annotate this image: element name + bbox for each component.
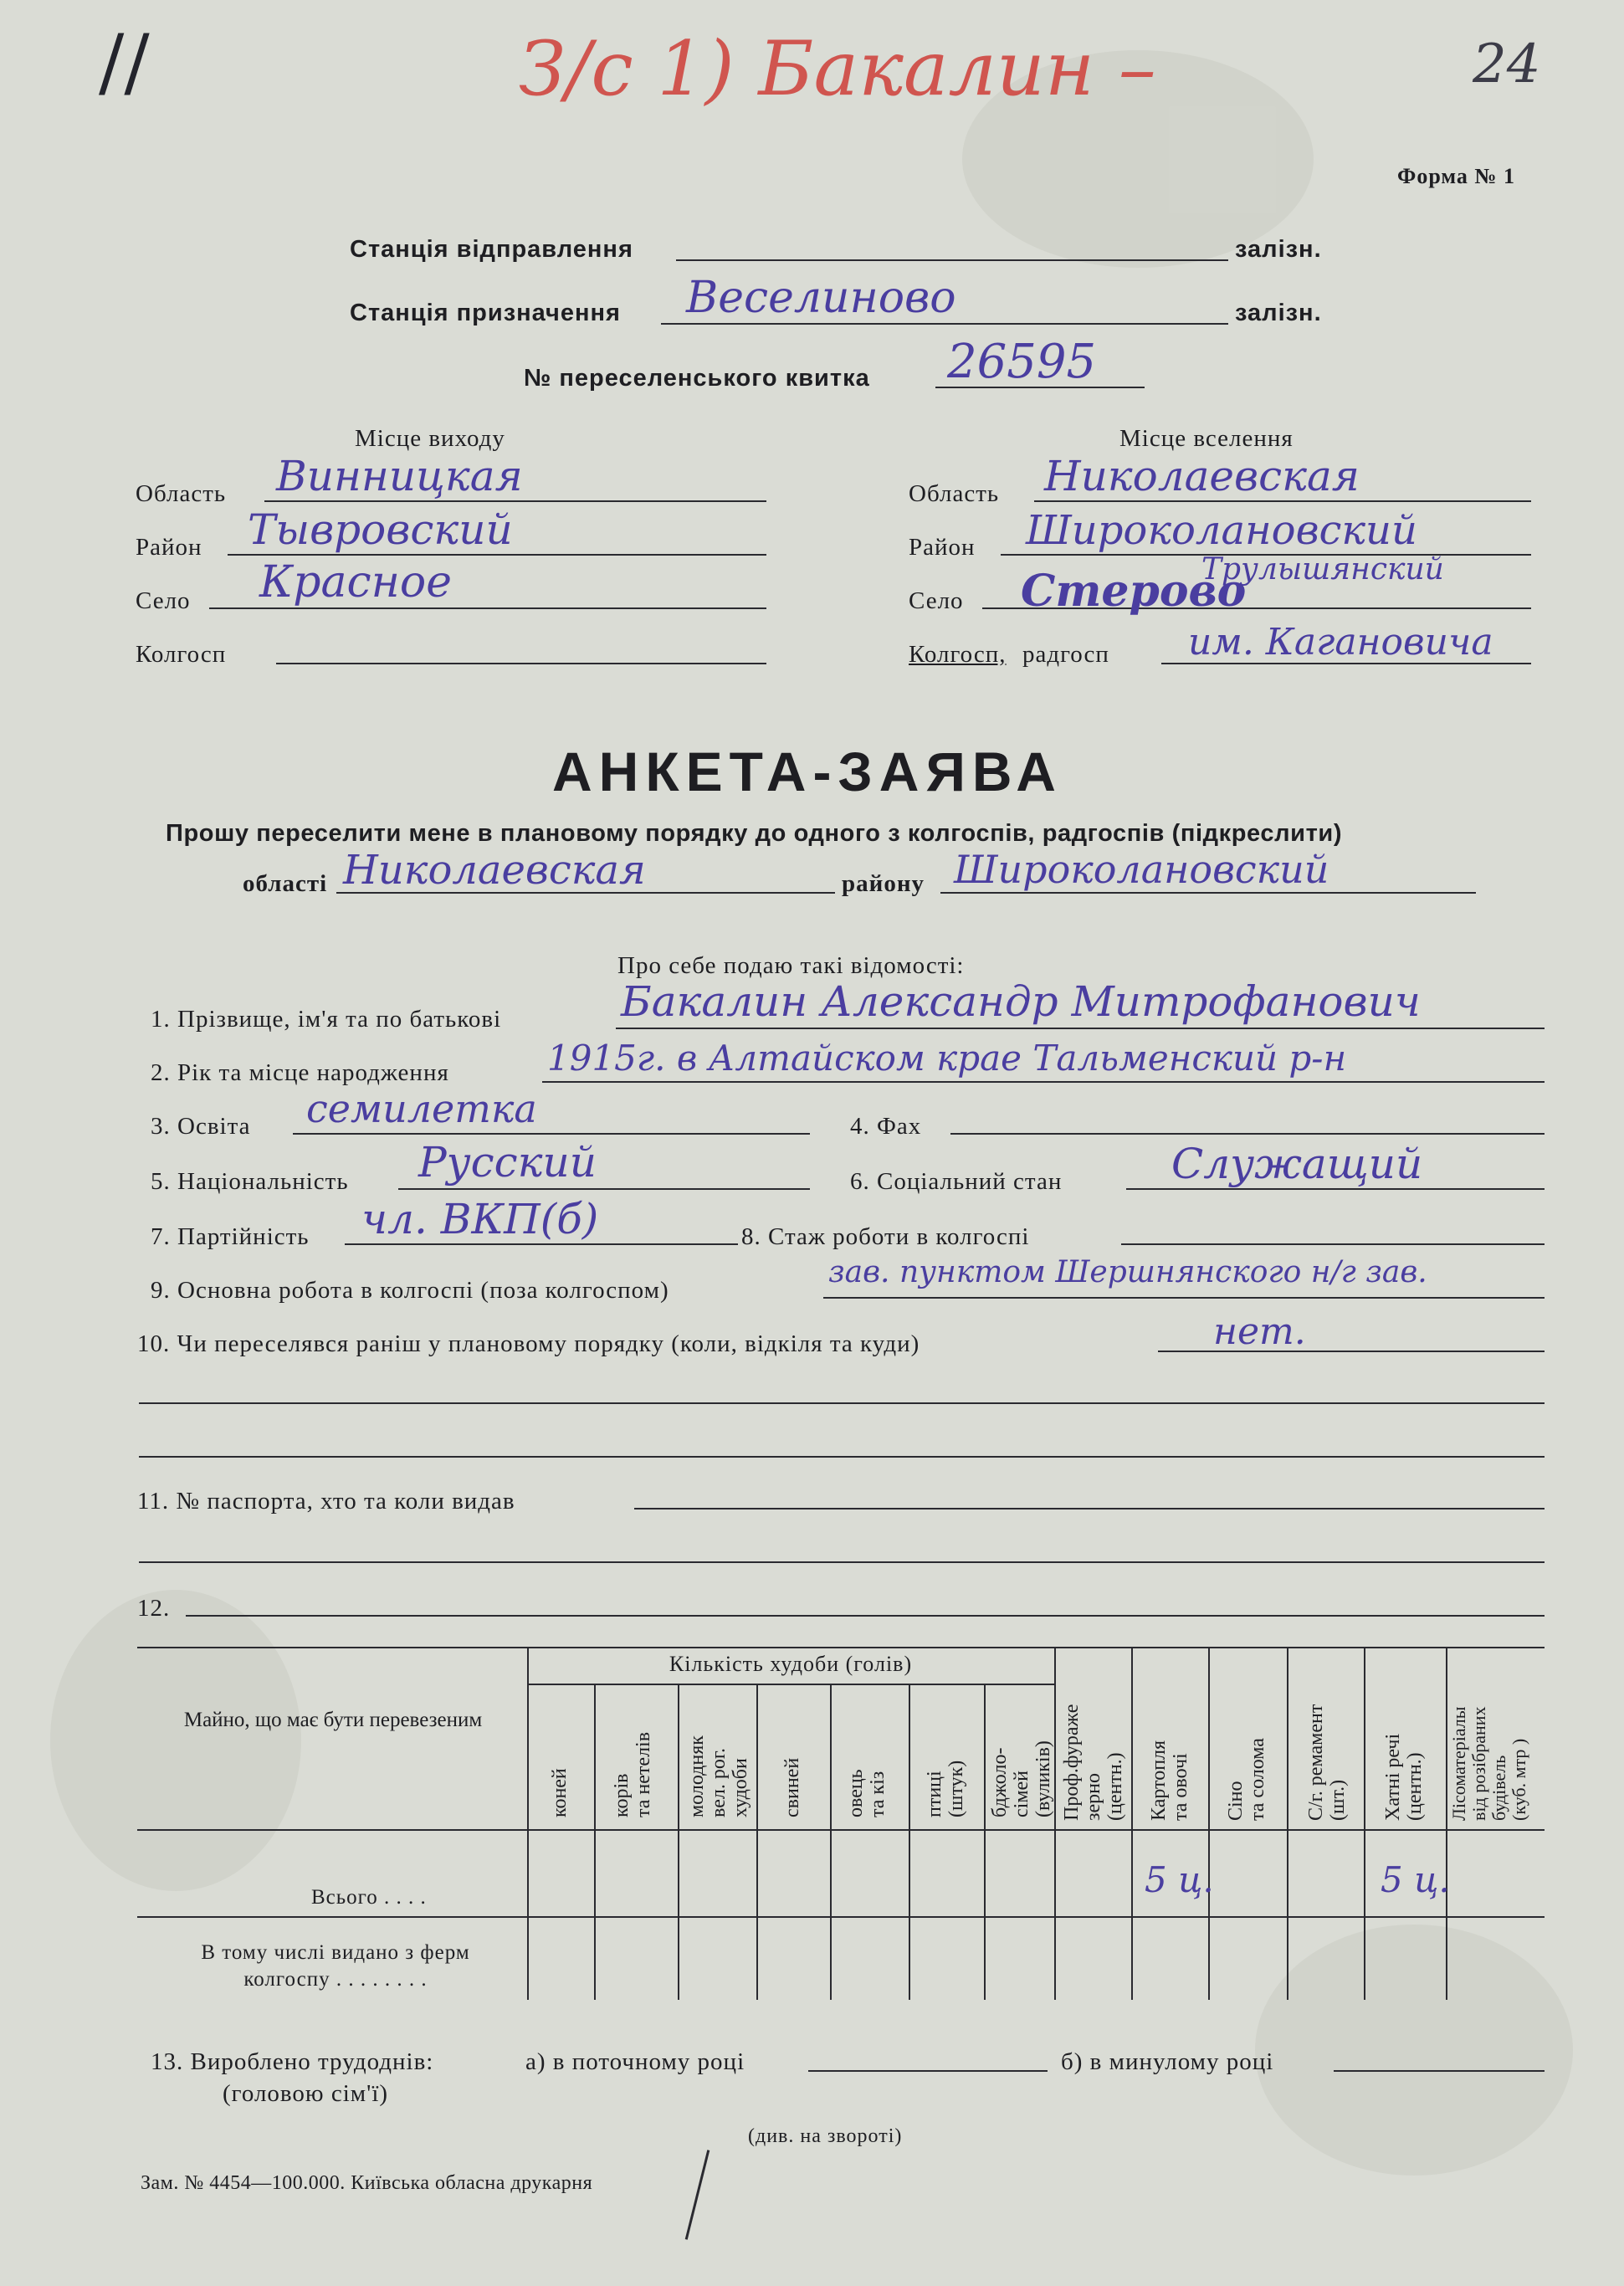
see-back-note: (див. на звороті) [748,2125,903,2147]
table-total-bottom [137,1916,1545,1918]
workdays-previous-line [1334,2070,1545,2072]
field-7-label: 7. Партійність [151,1223,310,1250]
form-title: АНКЕТА-ЗАЯВА [552,741,1063,802]
workdays-label: 13. Вироблено трудоднів: [151,2048,434,2075]
field-5-label: 5. Національність [151,1168,349,1195]
dest-selo-value: Стерово [1021,566,1247,617]
field-2-label: 2. Рік та місце народження [151,1059,449,1086]
railway-suffix-2: залізн. [1235,300,1322,326]
field-7-line [345,1243,738,1245]
destination-station-line [661,323,1228,325]
dest-selo-extra: Трулышянский [1201,552,1444,587]
origin-rayon-line [228,554,766,556]
destination-heading: Місце вселення [1119,425,1294,452]
origin-selo-value: Красное [259,557,452,607]
field-11-line [634,1508,1545,1509]
request-line: Прошу переселити мене в плановому порядку до одного з колгоспів, радгоспів (підкреслити) [166,820,1343,847]
field-3-line [293,1133,810,1135]
col-line-9 [1208,1647,1210,2000]
origin-rayon-label: Район [136,534,202,561]
request-rayon-label: району [842,870,925,897]
field-2-value: 1915г. в Алтайском крае Тальменский р-н [547,1038,1347,1079]
field-7-value: чл. ВКП(б) [361,1195,599,1243]
dest-kolhosp-label: Колгосп, [909,641,1007,668]
origin-selo-line [209,607,766,609]
table-header-bottom [137,1829,1545,1831]
col-line-0 [527,1647,529,2000]
field-9-label: 9. Основна робота в колгоспі (поза колгоспом) [151,1277,669,1304]
field-8-label: 8. Стаж роботи в колгоспі [741,1223,1030,1250]
col-line-3 [756,1684,758,2000]
workdays-previous-label: б) в минулому році [1061,2048,1274,2075]
field-6-value: Служащий [1171,1140,1423,1188]
dest-selo-label: Село [909,587,964,614]
field-10-line-2 [139,1402,1545,1404]
dest-radhosp-label: радгосп [1022,641,1109,668]
origin-kolhosp-label: Колгосп [136,641,227,668]
origin-rayon-value: Тывровский [248,505,513,554]
col-line-2 [678,1684,679,2000]
col-header-beehives: бджоло- сімей (вуликів) [989,1740,1054,1817]
field-8-line [1121,1243,1545,1245]
form-number: Форма № 1 [1397,164,1516,188]
field-3-value: семилетка [306,1086,537,1131]
field-11-label: 11. № паспорта, хто та коли видав [137,1488,515,1515]
destination-station-label: Станція призначення [350,300,621,326]
livestock-header-bottom [527,1684,1054,1685]
col-line-8 [1131,1647,1133,2000]
workdays-current-line [808,2070,1048,2072]
col-line-6 [984,1684,986,2000]
field-6-line [1126,1188,1545,1190]
field-11-line-2 [139,1561,1545,1563]
field-1-label: 1. Прізвище, ім'я та по батькові [151,1006,502,1033]
origin-oblast-line [264,500,766,502]
dest-rayon-value: Широколановский [1026,507,1417,554]
workdays-current-label: а) в поточному році [525,2048,745,2075]
col-line-4 [830,1684,832,2000]
col-line-10 [1287,1647,1288,2000]
page-number: 24 [1473,33,1541,95]
railway-suffix-1: залізн. [1235,236,1322,263]
field-1-line [616,1028,1545,1029]
field-10-label: 10. Чи переселявся раніш у плановому порядку (коли, відкіля та куди) [137,1330,920,1357]
field-5-value: Русский [418,1138,597,1187]
field-12-line [186,1615,1545,1617]
ticket-number: 26595 [947,335,1097,389]
departure-station-line [676,259,1228,261]
origin-oblast-value: Винницкая [276,452,523,500]
col-header-timber: Лісоматеріалы від розібраних будівель (куб. мтр ) [1448,1706,1529,1821]
red-header-annotation: З/с 1) Бакалин – [519,25,1156,113]
col-header-poultry: птиці (штук) [924,1760,967,1817]
ticket-label: № переселенського квитка [524,365,870,392]
field-2-line [542,1081,1545,1083]
col-header-young-cattle: молодняк вел. рог. худоби [686,1735,751,1817]
workdays-sub-label: (головою сім'ї) [223,2080,389,2107]
col-line-12 [1446,1647,1447,2000]
field-4-label: 4. Фах [850,1113,922,1140]
col-header-cows: корів та нетелів [611,1731,654,1817]
dest-oblast-label: Область [909,480,1000,507]
request-rayon-value: Широколановский [954,847,1329,892]
table-top-border [137,1647,1545,1648]
total-household-value: 5 ц. [1381,1859,1450,1900]
origin-kolhosp-line [276,663,766,664]
field-4-line [950,1133,1545,1135]
request-oblast-label: області [243,870,328,897]
property-header: Майно, що має бути перевезеним [183,1709,483,1731]
field-10-line-3 [139,1456,1545,1458]
row-farm-label: В тому числі видано з ферм колгоспу . . . . . . . . [201,1941,470,1991]
col-header-hay: Сіно та солома [1225,1738,1268,1821]
col-header-pigs: свиней [781,1757,803,1817]
field-9-value: зав. пунктом Шершнянского н/г зав. [828,1255,1427,1289]
col-header-horses: коней [549,1768,571,1817]
col-line-1 [594,1684,596,2000]
col-line-11 [1364,1647,1365,2000]
col-header-household: Хатні речі (центн.) [1382,1733,1426,1821]
field-12-label: 12. [137,1595,171,1622]
field-9-line [823,1297,1545,1299]
dest-radhosp-value: им. Кагановича [1188,621,1493,664]
destination-station-value: Веселиново [686,273,956,323]
field-1-value: Бакалин Александр Митрофанович [621,977,1421,1026]
intro-text: Про себе подаю такі відомості: [617,952,965,979]
col-line-5 [909,1684,910,2000]
field-3-label: 3. Освіта [151,1113,251,1140]
col-header-potatoes: Картопля та овочі [1148,1740,1191,1821]
request-oblast-value: Николаевская [343,847,646,894]
field-10-value: нет. [1213,1310,1306,1353]
printer-imprint: Зам. № 4454—100.000. Київська обласна друкарня [141,2172,593,2194]
request-rayon-line [940,892,1476,894]
livestock-header: Кількість худоби (голів) [669,1652,913,1676]
col-header-sheep: овець та кіз [845,1769,889,1817]
dest-oblast-value: Николаевская [1044,452,1360,500]
field-6-label: 6. Соціальний стан [850,1168,1063,1195]
field-5-line [398,1188,810,1190]
total-potatoes-value: 5 ц. [1145,1859,1214,1900]
col-header-equipment: С/г. ремамент (шт.) [1305,1704,1349,1821]
pen-stroke [685,2150,710,2239]
col-header-fodder-grain: Проф.фураже зерно (центн.) [1061,1704,1126,1821]
dest-rayon-label: Район [909,534,976,561]
col-line-7 [1054,1647,1056,2000]
row-total-label: Всього . . . . [311,1886,427,1909]
dest-oblast-line [1034,500,1531,502]
departure-station-label: Станція відправлення [350,236,633,263]
corner-mark: // [99,18,150,106]
origin-heading: Місце виходу [355,425,505,452]
origin-oblast-label: Область [136,480,227,507]
origin-selo-label: Село [136,587,191,614]
